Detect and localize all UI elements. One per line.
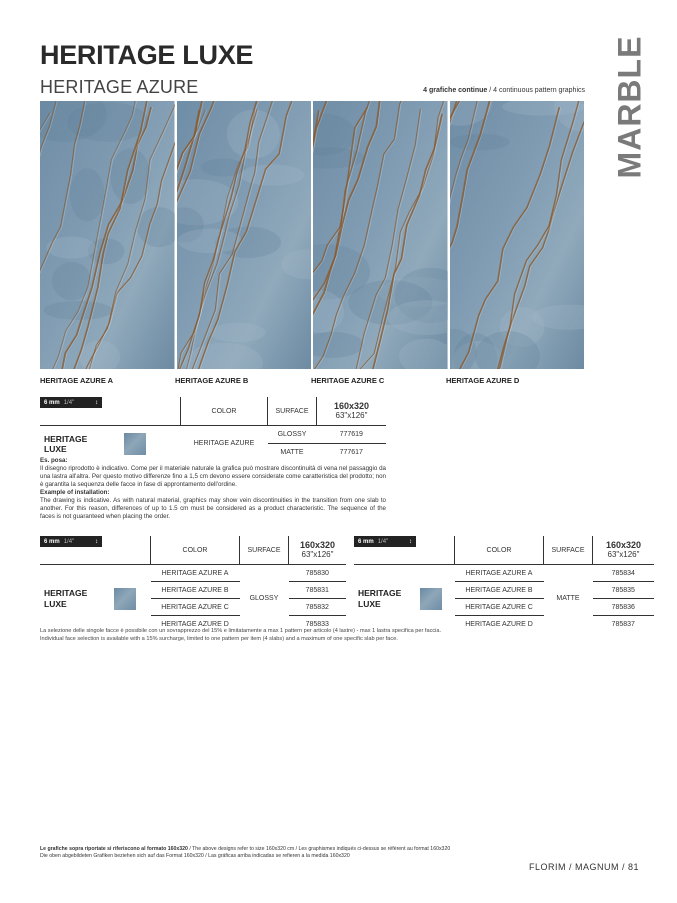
surface-matte: MATTE — [280, 449, 304, 456]
pattern-note-rest: / 4 continuous pattern graphics — [487, 87, 585, 94]
thickness-in: 1/4" — [63, 538, 75, 545]
code-row-b: 785831 — [289, 582, 347, 599]
page-number: FLORIM / MAGNUM / 81 — [528, 862, 639, 872]
collection-subtitle: HERITAGE AZURE — [40, 77, 199, 97]
code-row-c: 785836 — [593, 599, 655, 616]
slab-label-d: HERITAGE AZURE D — [446, 376, 520, 385]
page-title: HERITAGE LUXE — [40, 40, 254, 70]
category-label-text: MARBLE — [611, 35, 648, 179]
color-row-c: HERITAGE AZURE C — [151, 599, 240, 616]
code-row-b: 785835 — [593, 582, 655, 599]
selection-note-it: La selezione delle singole facce è possibile con un sovrapprezzo del 15% e limitatamente a max 1 pattern per articolo (4 lastre) - max 1 lastra specifica per faccia. — [40, 628, 442, 634]
slab-image-b — [177, 101, 312, 369]
surface-value: MATTE — [544, 565, 593, 633]
footer-note-line2: Die oben abgebildeten Grafiken beziehen sich auf das Format 160x320 / Las gráficas arriba indicadas se refieren a la medida 160x320 — [40, 852, 350, 859]
size-inches: 63"x126" — [335, 411, 368, 420]
slab-label-b: HERITAGE AZURE B — [175, 376, 249, 385]
notes-en-title: Example of installation: — [40, 489, 110, 496]
notes-it-text: Il disegno riprodotto è indicativo. Come per il materiale naturale la grafica può mostrare discontinuità di vena nel passaggio da una lastra all'altra. Per questo motivo differenze fino a 1,5 cm devono essere considerate come caratteristica del prodotto; non è garantita la sequenza delle facce in fase di approntamento dell'ordine. — [40, 465, 386, 488]
col-color-header: COLOR — [181, 397, 268, 426]
size-inches: 63"x126" — [301, 550, 334, 559]
size-inches: 63"x126" — [607, 550, 640, 559]
notes-en-text: The drawing is indicative. As with natural material, graphics may show vein discontinuities in the transition from one slab to another. For this reason, differences of up to 1.5 cm must be considered as a product characteristic. The sequence of the faces is not guaranteed when placing the order. — [40, 497, 386, 520]
code-row-c: 785832 — [289, 599, 347, 616]
col-color-header: COLOR — [455, 536, 544, 565]
thickness-badge — [40, 397, 102, 408]
slab-image-d — [450, 101, 585, 369]
thickness-arrow-icon: ↕ — [409, 538, 412, 545]
size-value: 160x320 — [605, 540, 642, 550]
footer-note-rest: / The above designs refer to size 160x320 cm / Les graphismes indiqués ci-dessus se réfèrent au format 160x320 — [187, 846, 451, 852]
surface-value: GLOSSY — [240, 565, 289, 633]
color-swatch — [114, 588, 136, 610]
thickness-mm: 6 mm — [44, 538, 60, 545]
color-swatch — [124, 433, 146, 455]
thickness-in: 1/4" — [63, 399, 75, 406]
code-glossy: 777619 — [317, 426, 387, 444]
code-row-d: 785837 — [611, 620, 635, 628]
col-surface-header: SURFACE — [240, 536, 289, 565]
thickness-badge — [40, 536, 102, 547]
marble-texture — [450, 101, 585, 369]
selection-note — [40, 628, 441, 643]
col-size-header — [593, 536, 655, 565]
installation-notes — [40, 457, 386, 521]
slab-image-c — [313, 101, 448, 369]
product-name: HERITAGE LUXE — [40, 565, 102, 633]
color-name: HERITAGE AZURE — [181, 426, 268, 462]
footer-note-bold: Le grafiche sopra riportate si riferiscono al formato 160x320 — [40, 846, 188, 852]
thickness-mm: 6 mm — [44, 399, 60, 406]
product-swatch-cell — [416, 565, 455, 633]
footer-size-note — [40, 846, 450, 859]
code-matte: 777617 — [339, 449, 363, 456]
col-surface-header: SURFACE — [544, 536, 593, 565]
pattern-note-bold: 4 grafiche continue — [423, 87, 488, 94]
col-size-header — [289, 536, 347, 565]
notes-it-title: Es. posa: — [40, 457, 68, 464]
marble-texture — [177, 101, 312, 369]
thickness-badge — [354, 536, 416, 547]
thickness-arrow-icon: ↕ — [95, 399, 98, 406]
color-row-a: HERITAGE AZURE A — [455, 565, 544, 582]
product-swatch-cell — [102, 565, 151, 633]
color-row-c: HERITAGE AZURE C — [455, 599, 544, 616]
slab-image-a — [40, 101, 175, 369]
col-size-header — [317, 397, 387, 426]
thickness-in: 1/4" — [377, 538, 389, 545]
col-surface-header: SURFACE — [268, 397, 317, 426]
size-value: 160x320 — [333, 401, 370, 411]
product-code-table — [40, 397, 386, 461]
thickness-cell — [40, 536, 102, 565]
slab-label-c: HERITAGE AZURE C — [311, 376, 385, 385]
product-swatch-cell — [102, 426, 181, 462]
category-side-label — [613, 36, 647, 178]
slab-label-a: HERITAGE AZURE A — [40, 376, 114, 385]
surface-glossy: GLOSSY — [268, 426, 317, 444]
code-row-a: 785830 — [289, 565, 347, 582]
marble-texture — [313, 101, 448, 369]
size-value: 160x320 — [299, 540, 336, 550]
color-row-b: HERITAGE AZURE B — [455, 582, 544, 599]
selection-note-en: Individual face selection is available with a 15% surcharge, limited to one pattern per item (4 slabs) and a maximum of one specific slab per face. — [40, 635, 398, 642]
color-row-d: HERITAGE AZURE D — [465, 620, 533, 628]
matte-code-table — [354, 536, 654, 632]
pattern-note — [423, 87, 585, 94]
slab-gallery — [40, 101, 584, 369]
code-row-a: 785834 — [593, 565, 655, 582]
marble-texture — [40, 101, 175, 369]
color-row-a: HERITAGE AZURE A — [151, 565, 240, 582]
color-swatch — [420, 588, 442, 610]
color-row-b: HERITAGE AZURE B — [151, 582, 240, 599]
color-row-d: HERITAGE AZURE D — [161, 620, 229, 628]
product-name: HERITAGE LUXE — [354, 565, 416, 633]
thickness-cell — [40, 397, 102, 426]
col-color-header: COLOR — [151, 536, 240, 565]
thickness-arrow-icon: ↕ — [95, 538, 98, 545]
glossy-code-table — [40, 536, 346, 632]
thickness-mm: 6 mm — [358, 538, 374, 545]
thickness-cell — [354, 536, 416, 565]
product-name: HERITAGE LUXE — [40, 426, 102, 462]
code-row-d: 785833 — [305, 620, 329, 628]
